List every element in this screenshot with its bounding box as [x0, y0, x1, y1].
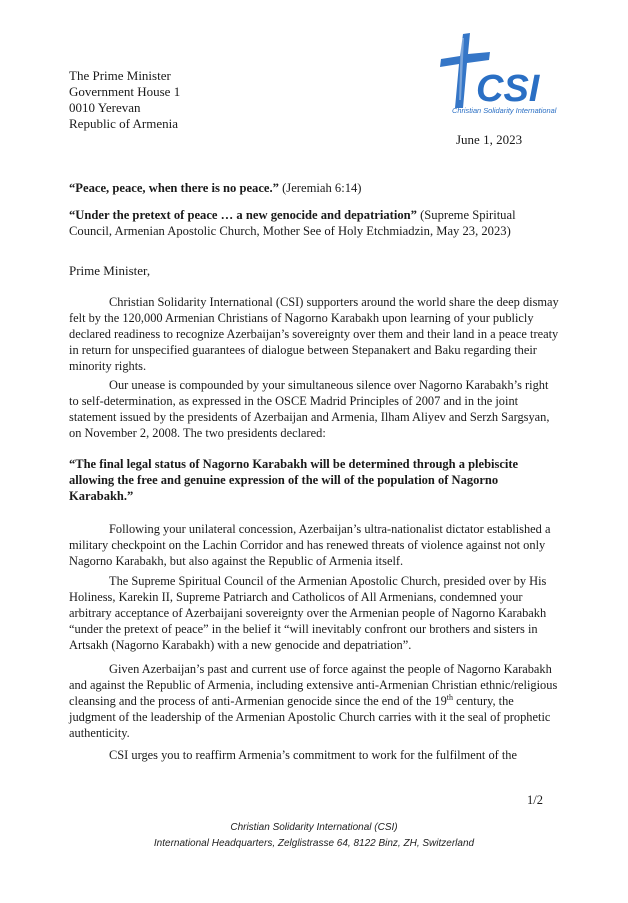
paragraph-1: Christian Solidarity International (CSI) supporters around the world share the deep dismay felt by the 120,000 Armenian Christians of Nagorno Karabakh upon learning of your publicly declared readiness to recognize Azerbaijan’s sovereignty over them and their land in a peace treaty in return for unspecified guarantees of dialogue between Stepanakert and Baku regarding their minority rights.: [69, 295, 559, 373]
address-line: The Prime Minister: [69, 68, 171, 83]
address-line: 0010 Yerevan: [69, 100, 141, 115]
letter-date: June 1, 2023: [456, 132, 523, 147]
paragraph-5: [69, 661, 561, 741]
epigraph-quote: “Under the pretext of peace … a new genocide and depatriation”: [69, 208, 417, 222]
paragraph-6: CSI urges you to reaffirm Armenia’s commitment to work for the fulfilment of the: [109, 748, 518, 762]
superscript-th: th: [446, 692, 454, 702]
page-number: 1/2: [527, 793, 543, 807]
epigraph-jeremiah: [69, 180, 559, 196]
address-line: Republic of Armenia: [69, 116, 179, 131]
logo-tagline: Christian Solidarity International: [452, 106, 557, 115]
epigraph-source: (Supreme Spiritual Council, Armenian Apostolic Church, Mother See of Holy Etchmiadzin, May 23, 2023): [69, 208, 516, 238]
address-line: Government House 1: [69, 84, 181, 99]
plebiscite-quote: “The final legal status of Nagorno Karabakh will be determined through a plebiscite allowing the free and genuine expression of the will of the population of Nagorno Karabakh.”: [69, 457, 519, 503]
paragraph-4: The Supreme Spiritual Council of the Armenian Apostolic Church, presided over by His Holiness, Karekin II, Supreme Patriarch and Catholicos of All Armenians, condemned your arbitrary acceptance of Azerbaijani sovereignty over the Armenian people of Nagorno Karabakh “under the pretext of peace” in the belief it “will inevitably confront our brothers and sisters in Artsakh (Nagorno Karabakh) with a new genocide and depatriation”.: [69, 574, 547, 652]
footer-address: International Headquarters, Zelglistrasse 64, 8122 Binz, ZH, Switzerland: [153, 838, 475, 849]
footer-org: Christian Solidarity International (CSI): [230, 822, 398, 833]
epigraph-source: (Jeremiah 6:14): [278, 181, 362, 195]
salutation: Prime Minister,: [69, 263, 151, 278]
recipient-address: [69, 68, 180, 132]
logo-text: CSI: [476, 68, 540, 110]
epigraph-quote: “Peace, peace, when there is no peace.”: [69, 181, 279, 195]
paragraph-2: Our unease is compounded by your simultaneous silence over Nagorno Karabakh’s right to self-determination, as expressed in the OSCE Madrid Principles of 2007 and in the joint statement issued by the presidents of Azerbaijan and Armenia, Ilham Aliyev and Serzh Sargsyan, on November 2, 2008. The two presidents declared:: [69, 378, 550, 440]
paragraph-3: Following your unilateral concession, Azerbaijan’s ultra-nationalist dictator established a military checkpoint on the Lachin Corridor and has renewed threats of violence against not only Nagorno Karabakh, but also against the Republic of Armenia itself.: [69, 522, 551, 568]
epigraph-council: [69, 207, 559, 239]
paragraph-5-text: Given Azerbaijan’s past and current use of force against the people of Nagorno Karabakh and against the Republic of Armenia, including extensive anti-Armenian Christian ethnic/religious cleansing and the process of anti-Armenian genocide since the end of the 19: [69, 662, 558, 708]
paragraph-5-text-cont: century, the judgment of the leadership of the Armenian Apostolic Church carries with it the seal of prophetic authenticity.: [69, 694, 551, 740]
